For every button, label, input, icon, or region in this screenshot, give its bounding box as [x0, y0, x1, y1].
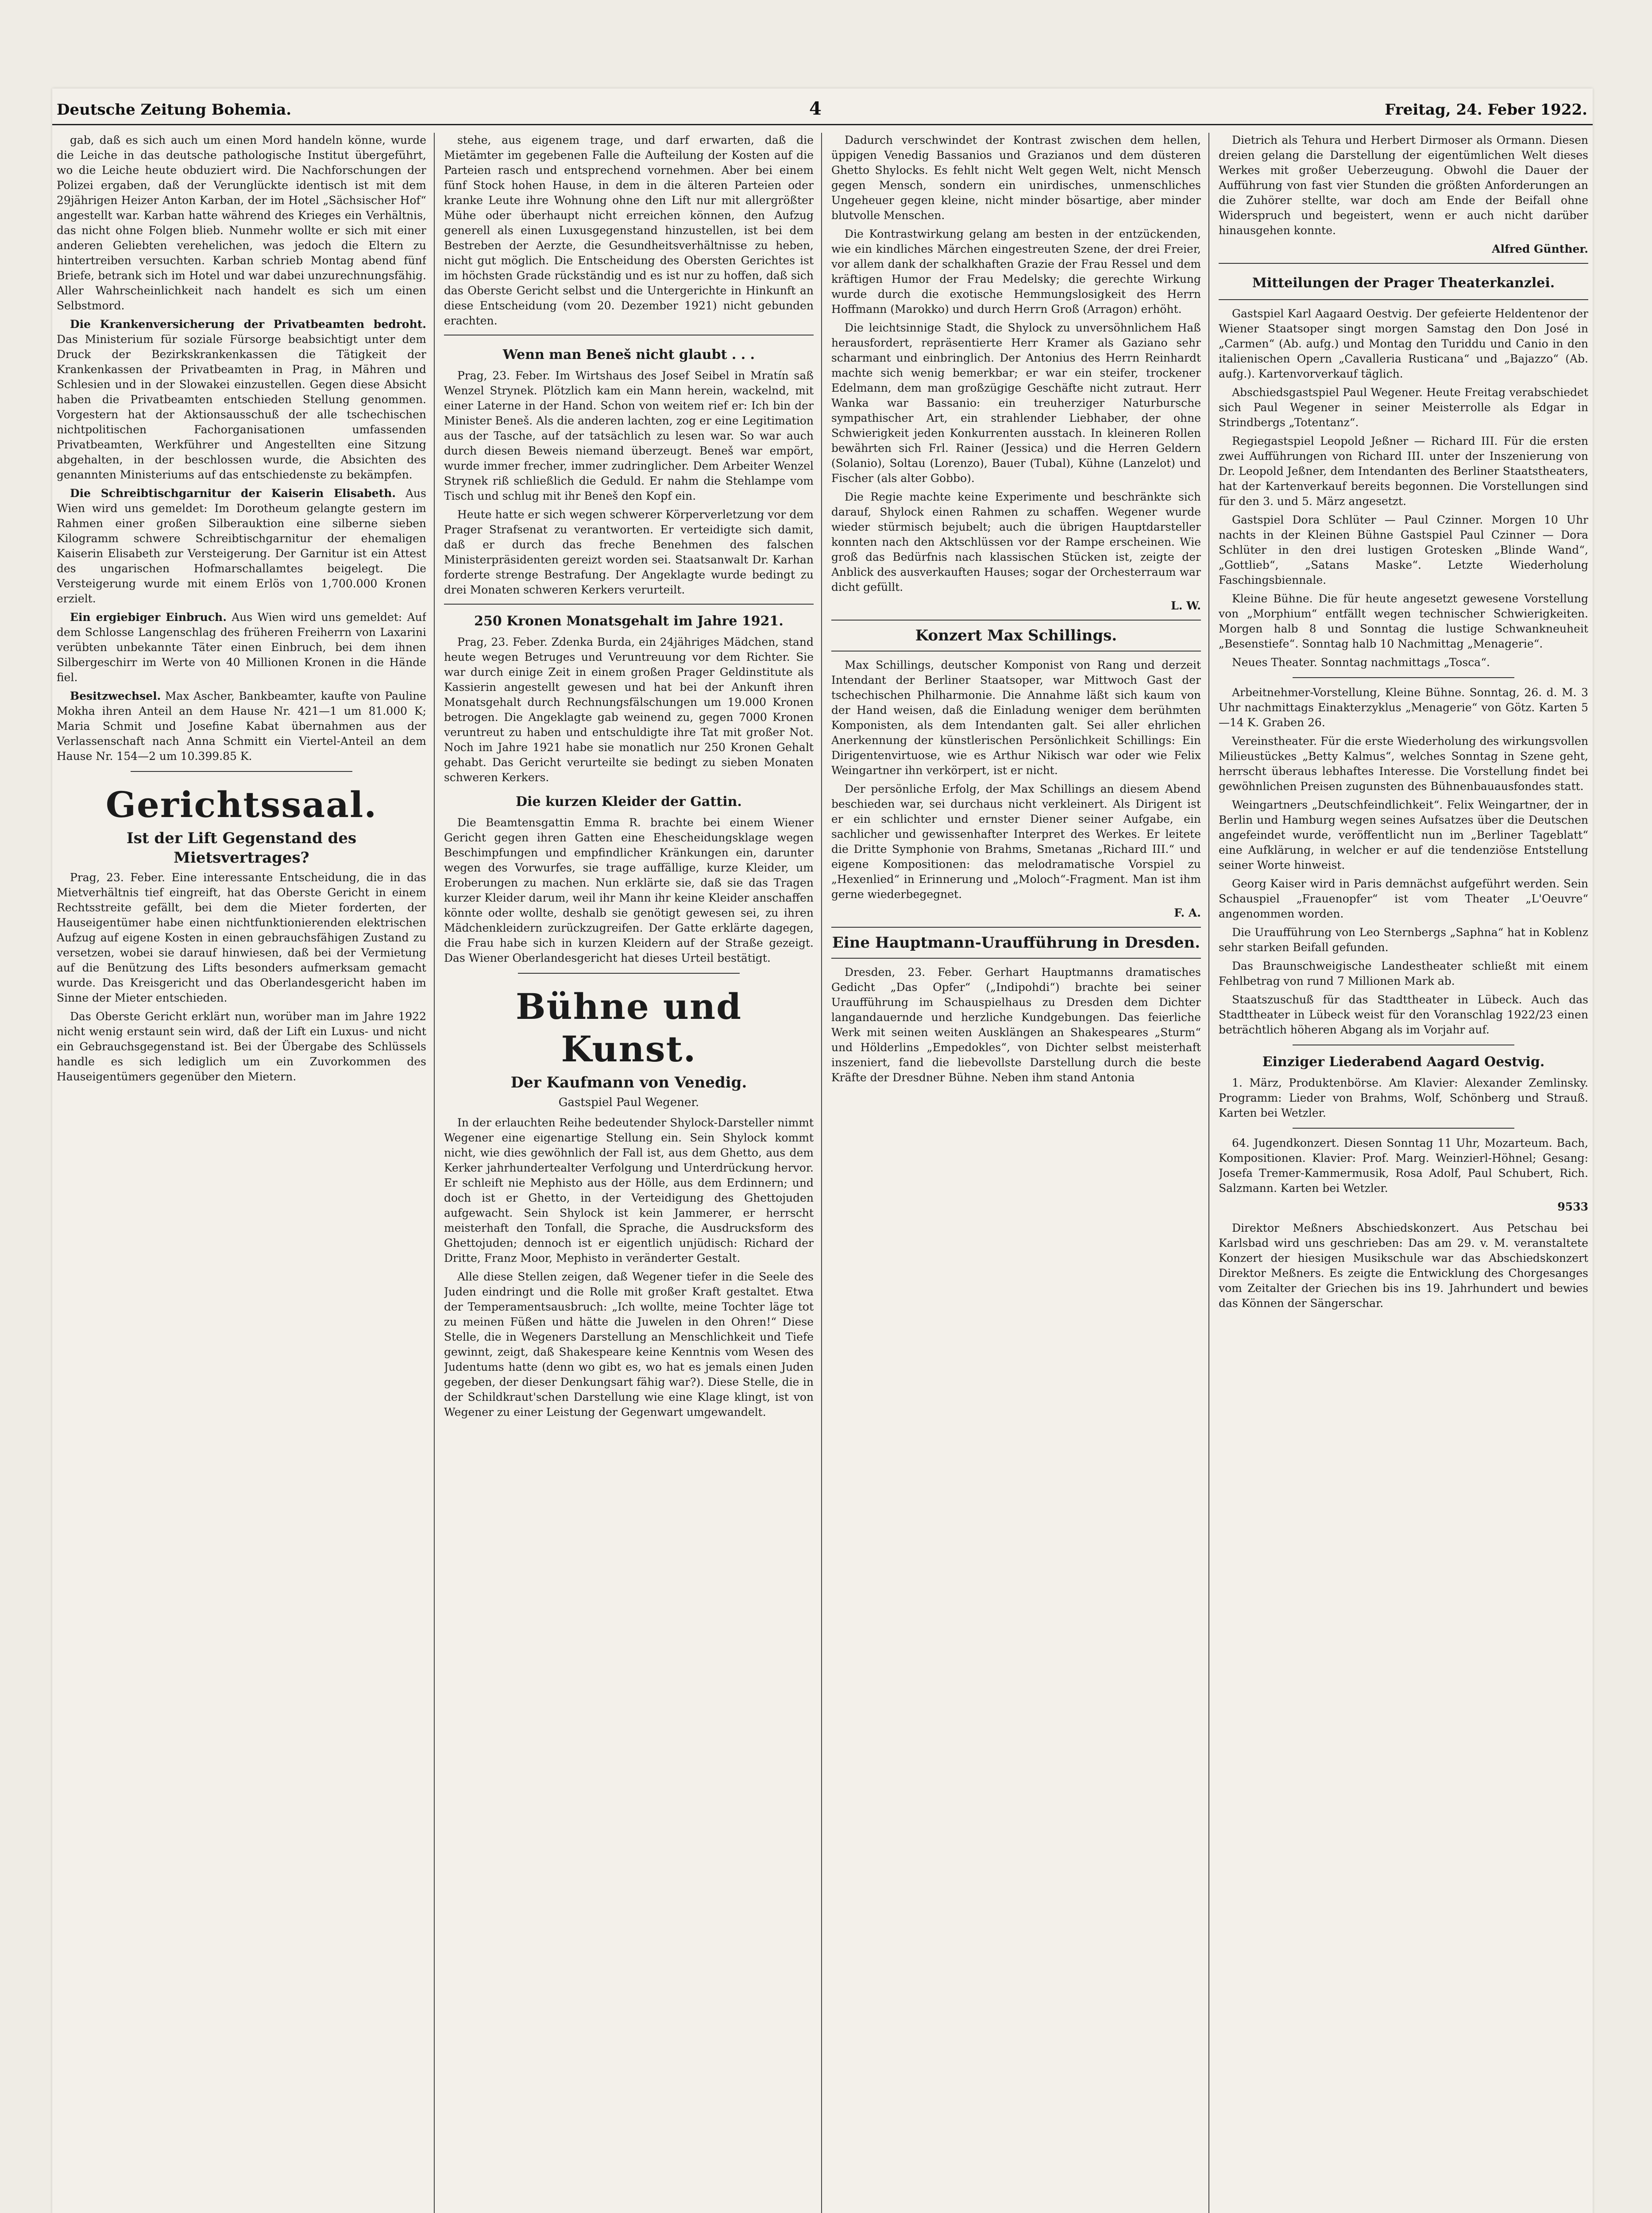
article-paragraph: Dadurch verschwindet der Kontrast zwischen dem hellen, üppigen Venedig Bassanios und Grazianos und dem düsteren Ghetto Shylocks. Es fehlt nicht Welt gegen Welt, nicht Mensch gegen Mensch, sondern ein unirdisches, unmenschliches Ungeheuer gegen kleine, nicht minder bösartige, aber minder blutvolle Menschen.: [831, 134, 1201, 222]
article-headline: Die kurzen Kleider der Gattin.: [516, 794, 742, 810]
notice-paragraph: Kleine Bühne. Die für heute angesetzt gewesene Vorstellung von „Morphium“ entfällt wegen technischer Schwierigkeiten. Morgen halb 8 und Sonntag die lustige Schwankneuheit „Besenstiefe“. Sonntag halb 10 Nachmittag „Menagerie“.: [1219, 592, 1588, 650]
notice-paragraph: Direktor Meßners Abschiedskonzert. Aus Petschau bei Karlsbad wird uns geschrieben: Das am 29. v. M. veranstaltete Konzert der hiesigen Musikschule war das Abschiedskonzert Direktor Meßners. Es zeigte die Entwicklung des Chorgesanges vom Zeitalter der Griechen bis ins 19. Jahrhundert und bewies das Können der Sängerschar.: [1219, 1222, 1588, 1310]
header-rule: [52, 124, 1593, 125]
article-paragraph: Dresden, 23. Feber. Gerhart Hauptmanns dramatisches Gedicht „Das Opfer“ („Indipohdi“) brachte bei seiner Uraufführung im Schauspielhaus zu Dresden dem Dichter langandauernde und herzliche Kundgebungen. Das feierliche Werk mit seinen weiten Ausklängen an Shakespeares „Sturm“ und Hölderlins „Empedokles“, von Dichter selbst meisterhaft inszeniert, fand die liebevollste Darstellung durch die beste Kräfte der Dresdner Bühne. Neben ihm stand Antonia: [831, 966, 1201, 1084]
section-divider: [518, 973, 740, 974]
article-paragraph: [57, 689, 426, 764]
article-paragraph: Heute hatte er sich wegen schwerer Körperverletzung vor dem Prager Strafsenat zu verantworten. Er verteidigte sich damit, daß er durch das freche Benehmen des falschen Ministerpräsidenten gereizt worden sei. Staatsanwalt Dr. Karhan forderte strenge Bestrafung. Der Angeklagte wurde bedingt zu drei Monaten schweren Kerkers verurteilt.: [444, 508, 814, 596]
article-box: [444, 335, 814, 605]
column-2: [444, 133, 814, 2213]
column-4: [1219, 133, 1588, 2213]
article-paragraph: [57, 610, 426, 685]
author-signature: Alfred Günther.: [1492, 243, 1588, 255]
article-paragraph: stehe, aus eigenem trage, und darf erwarten, daß die Mietämter im gegebenen Falle die Aufteilung der Kosten auf die Parteien rasch und entsprechend vornehmen. Aber bei einem fünf Stock hohen Hause, in dem in die älteren Parteien oder kranke Leute ihre Wohnung ohne den Lift nur mit allergrößter Mühe oder überhaupt nicht erreichen können, den Aufzug generell als einen Luxusgegenstand hinzustellen, ist bei dem Bestreben der Aerzte, die Gesundheitsverhältnisse zu heben, nicht gut möglich. Die Entscheidung des Obersten Gerichtes ist im höchsten Grade rückständig und es ist nur zu hoffen, daß sich das Oberste Gericht selbst und die Untergerichte in Hinkunft an diese Entscheidung (vom 20. Dezember 1921) nicht gebunden erachten.: [444, 134, 814, 327]
notice-paragraph: 1. März, Produktenbörse. Am Klavier: Alexander Zemlinsky. Programm: Lieder von Brahms, Wolf, Schönberg und Strauß. Karten bei Wetzler.: [1219, 1076, 1588, 1119]
article-paragraph: Die leichtsinnige Stadt, die Shylock zu unversöhnlichem Haß herausfordert, repräsentierte Herr Kramer als Gaziano sehr scharmant und einbringlich. Der Antonius des Herrn Reinhardt machte sich wenig bemerkbar; er war ein steifer, trockener Edelmann, dem man großzügige Geschäfte nicht zutraut. Herr Wanka war Bassanio: ein treuherziger Naturbursche sympathischer Art, ein strahlender Liebhaber, der ohne Schwierigkeit jeden Konkurrenten ausstach. In kleineren Rollen bewährten sich Frl. Rainer (Jessica) und die Herren Geldern (Solanio), Soltau (Lorenzo), Bauer (Tubal), Kühne (Lanzelot) und Fischer (als alter Gobbo).: [831, 321, 1201, 485]
article-paragraph: Die Beamtensgattin Emma R. brachte bei einem Wiener Gericht gegen ihren Gatten eine Ehescheidungsklage wegen Beschimpfungen und empfindlicher Kränkungen ein, darunter wegen des Vorwurfes, sie trage auffällige, kurze Kleider, um Eroberungen zu machen. Nun erklärte sie, daß sie das Tragen kurzer Kleider darum, weil ihr Mann ihr keine Kleider anschaffen könnte oder wollte, deshalb sie genötigt gewesen sei, zu ihren Mädchenkleidern zurückzugreifen. Der Gatte erklärte dagegen, die Frau habe sich in kurzen Kleidern auf der Straße gezeigt. Das Wiener Oberlandesgericht hat dieses Urteil bestätigt.: [444, 816, 814, 964]
notice-paragraph: Georg Kaiser wird in Paris demnächst aufgeführt werden. Sein Schauspiel „Frauenopfer“ ist vom Theater „L'Oeuvre“ angenommen worden.: [1219, 877, 1588, 920]
column-separator: [1208, 133, 1209, 2213]
newspaper-name: Deutsche Zeitung Bohemia.: [57, 101, 292, 119]
page-header: [52, 89, 1593, 124]
article-paragraph: Prag, 23. Feber. Zdenka Burda, ein 24jähriges Mädchen, stand heute wegen Betruges und Veruntreuung vor dem Richter. Sie war durch einige Zeit in einem großen Prager Geldinstitute als Kassierin angestellt gewesen und hat bei der Ankunft ihren Monatsgehalt durch Rechnungsfälschungen um 19.000 Kronen betrogen. Die Angeklagte gab weinend zu, gegen 7000 Kronen veruntreut zu haben und entschuldigte ihre Tat mit großer Not. Noch im Jahre 1921 habe sie monatlich nur 250 Kronen Gehalt gehabt. Das Gericht verurteilte sie bedingt zu sieben Monaten schweren Kerkers.: [444, 636, 814, 784]
page-number: 4: [809, 98, 822, 119]
article-paragraph: Die Kontrastwirkung gelang am besten in der entzückenden, wie ein kindliches Märchen eingestreuten Szene, der drei Freier, vor allem dank der schalkhaften Grazie der Frau Ressel und dem kräftigen Humor der Frau Medelsky; die gerechte Wirkung wurde durch die exotische Hemmungslosigkeit des Herrn Hoffmann (Marokko) und durch Herrn Groß (Arragon) erhöht.: [831, 227, 1201, 316]
column-3: [831, 133, 1201, 2213]
article-heading: Die Schreibtischgarnitur der Kaiserin Elisabeth.: [70, 487, 396, 500]
notice-paragraph: Vereinstheater. Für die erste Wiederholung des wirkungsvollen Milieustückes „Betty Kalmus“, welches Sonntag in Szene geht, herrscht überaus lebhaftes Interesse. Die Vorstellung findet bei gewöhnlichen Preisen zugunsten des Bühnenbauausfondes statt.: [1219, 735, 1588, 793]
author-signature: F. A.: [1174, 906, 1201, 919]
article-headline: 250 Kronen Monatsgehalt im Jahre 1921.: [474, 613, 784, 629]
article-paragraph: [57, 317, 426, 482]
article-paragraph: Max Schillings, deutscher Komponist von Rang und derzeit Intendant der Berliner Staatsoper, war Mittwoch Gast der tschechischen Philharmonie. Die Annahme läßt sich kaum von der Hand weisen, daß die Einladung weniger dem berühmten Komponisten, als dem Intendanten galt. Sei aller ehrlichen Anerkennung der künstlerischen Persönlichkeit Schillings: Ein Dirigentenvirtuose, wie es Arthur Nikisch war oder wie Felix Weingartner ihn verkörpert, ist er nicht.: [831, 659, 1201, 777]
section-title-buehne: Bühne und Kunst.: [515, 986, 742, 1070]
article-paragraph: In der erlauchten Reihe bedeutender Shylock-Darsteller nimmt Wegener eine eigenartige Stellung ein. Sein Shylock kommt nicht, wie dies gewöhnlich der Fall ist, aus dem Ghetto, aus dem Kerker jahrhundertealter Verfolgung und Unterdrückung hervor. Er schleift nie Mephisto aus der Hölle, aus dem Erdinnern; und doch ist er Ghetto, in der Verteidigung des Ghettojuden aufgewacht. Sein Shylock ist kein Jammerer, er herrscht meisterhaft den Tonfall, die Sprache, die Ausdrucksform des Ghettojuden; dennoch ist er eigentlich unjüdisch: Richard der Dritte, Franz Moor, Mephisto in veränderter Gestalt.: [444, 1116, 814, 1265]
article-paragraph: Dietrich als Tehura und Herbert Dirmoser als Ormann. Diesen dreien gelang die Darstellung der eigentümlichen Welt dieses Werkes mit großer Ueberzeugung. Obwohl die Dauer der Aufführung von fast vier Stunden die größten Anforderungen an die Zuhörer stellte, war doch am Ende der Beifall ohne Widerspruch und begeistert, wenn er auch nicht darüber hinausgehen konnte.: [1219, 134, 1588, 237]
article-paragraph: gab, daß es sich auch um einen Mord handeln könne, wurde die Leiche in das deutsche pathologische Institut übergeführt, wo die Leiche heute obduziert wird. Die Nachforschungen der Polizei ergaben, daß der Verunglückte identisch ist mit dem 29jährigen Heizer Anton Karban, der im Hotel „Sächsischer Hof“ angestellt war. Karban hatte während des Krieges ein Verhältnis, das nicht ohne Folgen blieb. Nunmehr wollte er sich mit einer anderen Geliebten verehelichen, was jedoch die Eltern zu hintertreiben versuchten. Karban schrieb Montag abend fünf Briefe, betrank sich im Hotel und war dabei unzurechnungsfähig. Aller Wahrscheinlichkeit nach handelt es sich um einen Selbstmord.: [57, 134, 426, 312]
article-paragraph: Das Oberste Gericht erklärt nun, worüber man im Jahre 1922 nicht wenig erstaunt sein wird, daß der Lift ein Luxus- und nicht ein Gebrauchsgegenstand ist. Bei der Übergabe des Schlüssels handle es sich lediglich um ein Zuvorkommen des Hauseigentümers gegenüber den Mietern.: [57, 1010, 426, 1083]
article-headline: Einziger Liederabend Aagard Oestvig.: [1262, 1054, 1545, 1070]
article-text: Aus Wien wird uns gemeldet: Auf dem Schlosse Langenschlag des früheren Freiherrn von Laxarini verübten unbekannte Täter einen Einbruch, bei dem ihnen Silbergeschirr im Werte von 40 Millionen Kronen in die Hände fiel.: [57, 611, 426, 684]
article-headline: Ist der Lift Gegenstand des Mietsvertrages?: [126, 829, 357, 867]
notice-paragraph: Abschiedsgastspiel Paul Wegener. Heute Freitag verabschiedet sich Paul Wegener in seiner Meisterrolle als Edgar in Strindbergs „Totentanz“.: [1219, 386, 1588, 429]
column-separator: [821, 133, 822, 2213]
article-text: Das Ministerium für soziale Fürsorge beabsichtigt unter dem Druck der Bezirkskrankenkassen die Tätigkeit der Krankenkassen der Privatbeamten in Prag, in Mähren und Schlesien und in der Slowakei einzustellen. Gegen diese Absicht haben die Privatbeamten entschieden Stellung genommen. Vorgestern hat der Aktionsausschuß der alle tschechischen nichtpolitischen Fachorganisationen umfassenden Privatbeamten, Werkführer und Angestellten eine Sitzung abgehalten, in der beschlossen wurde, die Absichten des genannten Ministeriums auf das entschiedenste zu bekämpfen.: [57, 333, 426, 481]
newspaper-page: [52, 89, 1593, 2213]
section-divider: [131, 771, 352, 772]
article-box: [1219, 263, 1588, 300]
section-divider: [1293, 677, 1514, 678]
notice-paragraph: Arbeitnehmer-Vorstellung, Kleine Bühne. Sonntag, 26. d. M. 3 Uhr nachmittags Einakterzyklus „Menagerie“ von Götz. Karten 5—14 K. Graben 26.: [1219, 686, 1588, 729]
issue-date: Freitag, 24. Feber 1922.: [1385, 101, 1587, 119]
notice-paragraph: Weingartners „Deutschfeindlichkeit“. Felix Weingartner, der in Berlin und Hamburg wegen seines Aufsatzes über die Deutschen angefeindet wurde, veröffentlicht nun im „Berliner Tageblatt“ eine Aufklärung, in welcher er auf die tendenziöse Entstellung seiner Worte hinweist.: [1219, 798, 1588, 871]
notice-paragraph: Neues Theater. Sonntag nachmittags „Tosca“.: [1232, 656, 1490, 669]
column-separator: [434, 133, 435, 2213]
notice-paragraph: 64. Jugendkonzert. Diesen Sonntag 11 Uhr, Mozarteum. Bach, Kompositionen. Klavier: Prof. Marg. Weinzierl-Höhnel; Gesang: Josefa Tremer-Kammermusik, Rosa Adolf, Paul Schubert, Rich. Salzmann. Karten bei Wetzler.: [1219, 1137, 1588, 1195]
author-signature: L. W.: [1171, 599, 1201, 612]
article-heading: Besitzwechsel.: [70, 690, 161, 702]
article-headline: Mitteilungen der Prager Theaterkanzlei.: [1252, 275, 1555, 291]
article-paragraph: Prag, 23. Feber. Im Wirtshaus des Josef Seibel in Mratín saß Wenzel Strynek. Plötzlich kam ein Mann herein, wackelnd, mit einer Laterne in der Hand. Schon von weitem rief er: Ich bin der Minister Beneš. Als die anderen lachten, zog er eine Legitimation aus der Tasche, auf der tatsächlich zu lesen war. So war auch durch diesen Beweis niemand überzeugt. Beneš war empört, wurde immer frecher, immer zudringlicher. Dem Arbeiter Wenzel Strynek riß schließlich die Geduld. Er nahm die Stehlampe vom Tisch und schlug mit ihr Beneš den Kopf ein.: [444, 369, 814, 502]
notice-paragraph: Staatszuschuß für das Stadttheater in Lübeck. Auch das Stadttheater in Lübeck weist für den Voranschlag 1922/23 einen beträchtlich höheren Abgang als im Vorjahr auf.: [1219, 993, 1588, 1036]
article-heading: Die Krankenversicherung der Privatbeamten bedroht.: [70, 318, 426, 331]
article-paragraph: Prag, 23. Feber. Eine interessante Entscheidung, die in das Mietverhältnis tief eingreift, hat das Oberste Gericht in einem Rechtsstreite gefällt, bei dem die Mieter forderten, der Hauseigentümer habe einen nichtfunktionierenden elektrischen Aufzug auf eigene Kosten in einen gebrauchsfähigen Zustand zu versetzen, wobei sie darauf hinwiesen, daß bei der Vermietung auf die Benützung des Lifts besonders aufmerksam gemacht wurde. Das Kreisgericht und das Oberlandesgericht haben im Sinne der Mieter entschieden.: [57, 871, 426, 1004]
article-headline: Wenn man Beneš nicht glaubt . . .: [502, 347, 755, 362]
article-heading: Ein ergiebiger Einbruch.: [70, 611, 227, 624]
section-title-gerichtssaal: Gerichtssaal.: [105, 784, 378, 825]
article-headline: Der Kaufmann von Venedig.: [510, 1074, 747, 1091]
column-1: [57, 133, 426, 2213]
notice-paragraph: Regiegastspiel Leopold Jeßner — Richard III. Für die ersten zwei Aufführungen von Richard III. unter der Inszenierung von Dr. Leopold Jeßner, dem Intendanten des Berliner Staatstheaters, hat der Kartenverkauf bereits begonnen. Die Vorstellungen sind für den 3. und 5. März angesetzt.: [1219, 435, 1588, 508]
article-text: Max Ascher, Bankbeamter, kaufte von Pauline Mokha ihren Anteil an dem Hause Nr. 421—1 um 81.000 K; Maria Schmit und Josefine Kabat übernahmen aus der Verlassenschaft nach Anna Schmitt ein Viertel-Anteil an dem Hause Nr. 154—2 um 10.399.85 K.: [57, 690, 426, 763]
article-headline: Eine Hauptmann-Uraufführung in Dresden.: [832, 934, 1200, 952]
article-paragraph: [57, 486, 426, 606]
notice-paragraph: Die Uraufführung von Leo Sternbergs „Saphna“ hat in Koblenz sehr starken Beifall gefunden.: [1219, 926, 1588, 954]
notice-paragraph: Das Braunschweigische Landestheater schließt mit einem Fehlbetrag von rund 7 Millionen Mark ab.: [1219, 960, 1588, 987]
article-byline: Gastspiel Paul Wegener.: [558, 1096, 699, 1109]
notice-paragraph: Gastspiel Karl Aagaard Oestvig. Der gefeierte Heldentenor der Wiener Staatsoper singt morgen Samstag den Don José in „Carmen“ (Ab. aufg.) und Montag den Turiddu und Canio in den italienischen Opern „Cavalleria Rusticana“ und „Bajazzo“ (Ab. aufg.). Kartenvorverkauf täglich.: [1219, 307, 1588, 380]
article-box: [831, 927, 1201, 959]
article-paragraph: Der persönliche Erfolg, der Max Schillings an diesem Abend beschieden war, sei durchaus nicht verkleinert. Als Dirigent ist er ein schlichter und ernster Diener seiner Aufgabe, ein sachlicher und gewissenhafter Interpret des Werkes. Er leitete die Dritte Symphonie von Brahms, Smetanas „Richard III.“ und eigene Kompositionen: das melodramatische Vorspiel zu „Hexenlied“ in Erinnerung und „Moloch“-Fragment. Man ist ihm gerne wiederbegegnet.: [831, 783, 1201, 901]
section-divider: [1293, 1128, 1514, 1129]
article-paragraph: Alle diese Stellen zeigen, daß Wegener tiefer in die Seele des Juden eindringt und die Rolle mit großer Kraft gestaltet. Etwa der Temperamentsausbruch: „Ich wollte, meine Tochter läge tot zu meinen Füßen und hätte die Juwelen in den Ohren!“ Diese Stelle, die in Wegeners Darstellung an Menschlichkeit und Tiefe gewinnt, zeigt, daß Shakespeare keine Kenntnis vom Wesen des Judentums hatte (denn wo gibt es, wo hat es jemals einen Juden gegeben, der dieser Denkungsart fähig war?). Diese Stelle, die in der Schildkraut'schen Darstellung wie eine Klage klingt, ist von Wegener zu einer Leistung der Gegenwart umgewandelt.: [444, 1270, 814, 1419]
notice-paragraph: Gastspiel Dora Schlüter — Paul Czinner. Morgen 10 Uhr nachts in der Kleinen Bühne Gastspiel Paul Czinner — Dora Schlüter in den drei lustigen Grotesken „Blinde Wand“, „Gottlieb“, „Satans Maske“. Letzte Wiederholung Faschingsbiennale.: [1219, 513, 1588, 586]
article-text: Aus Wien wird uns gemeldet: Im Dorotheum gelangte gestern im Rahmen einer großen Silberauktion eine silberne sieben Kilogramm schwere Schreibtischgarnitur der ehemaligen Kaiserin Elisabeth zur Versteigerung. Der Garnitur ist ein Attest des ungarischen Hofmarschallamtes beigelegt. Die Versteigerung wurde mit einem Erlös von 1,700.000 Kronen erzielt.: [57, 487, 426, 605]
article-box: [831, 620, 1201, 652]
ad-number: 9533: [1557, 1200, 1588, 1213]
article-paragraph: Die Regie machte keine Experimente und beschränkte sich darauf, Shylock einen Rahmen zu schaffen. Wegener wurde wieder stürmisch bejubelt; auch die übrigen Hauptdarsteller konnten nach den Aktschlüssen vor der Rampe erscheinen. Wie groß das Bedürfnis nach klassischen Stücken ist, zeigte der Anblick des ausverkauften Hauses; sogar der Orchesterraum war dicht gefüllt.: [831, 490, 1201, 594]
article-headline: Konzert Max Schillings.: [915, 627, 1117, 644]
